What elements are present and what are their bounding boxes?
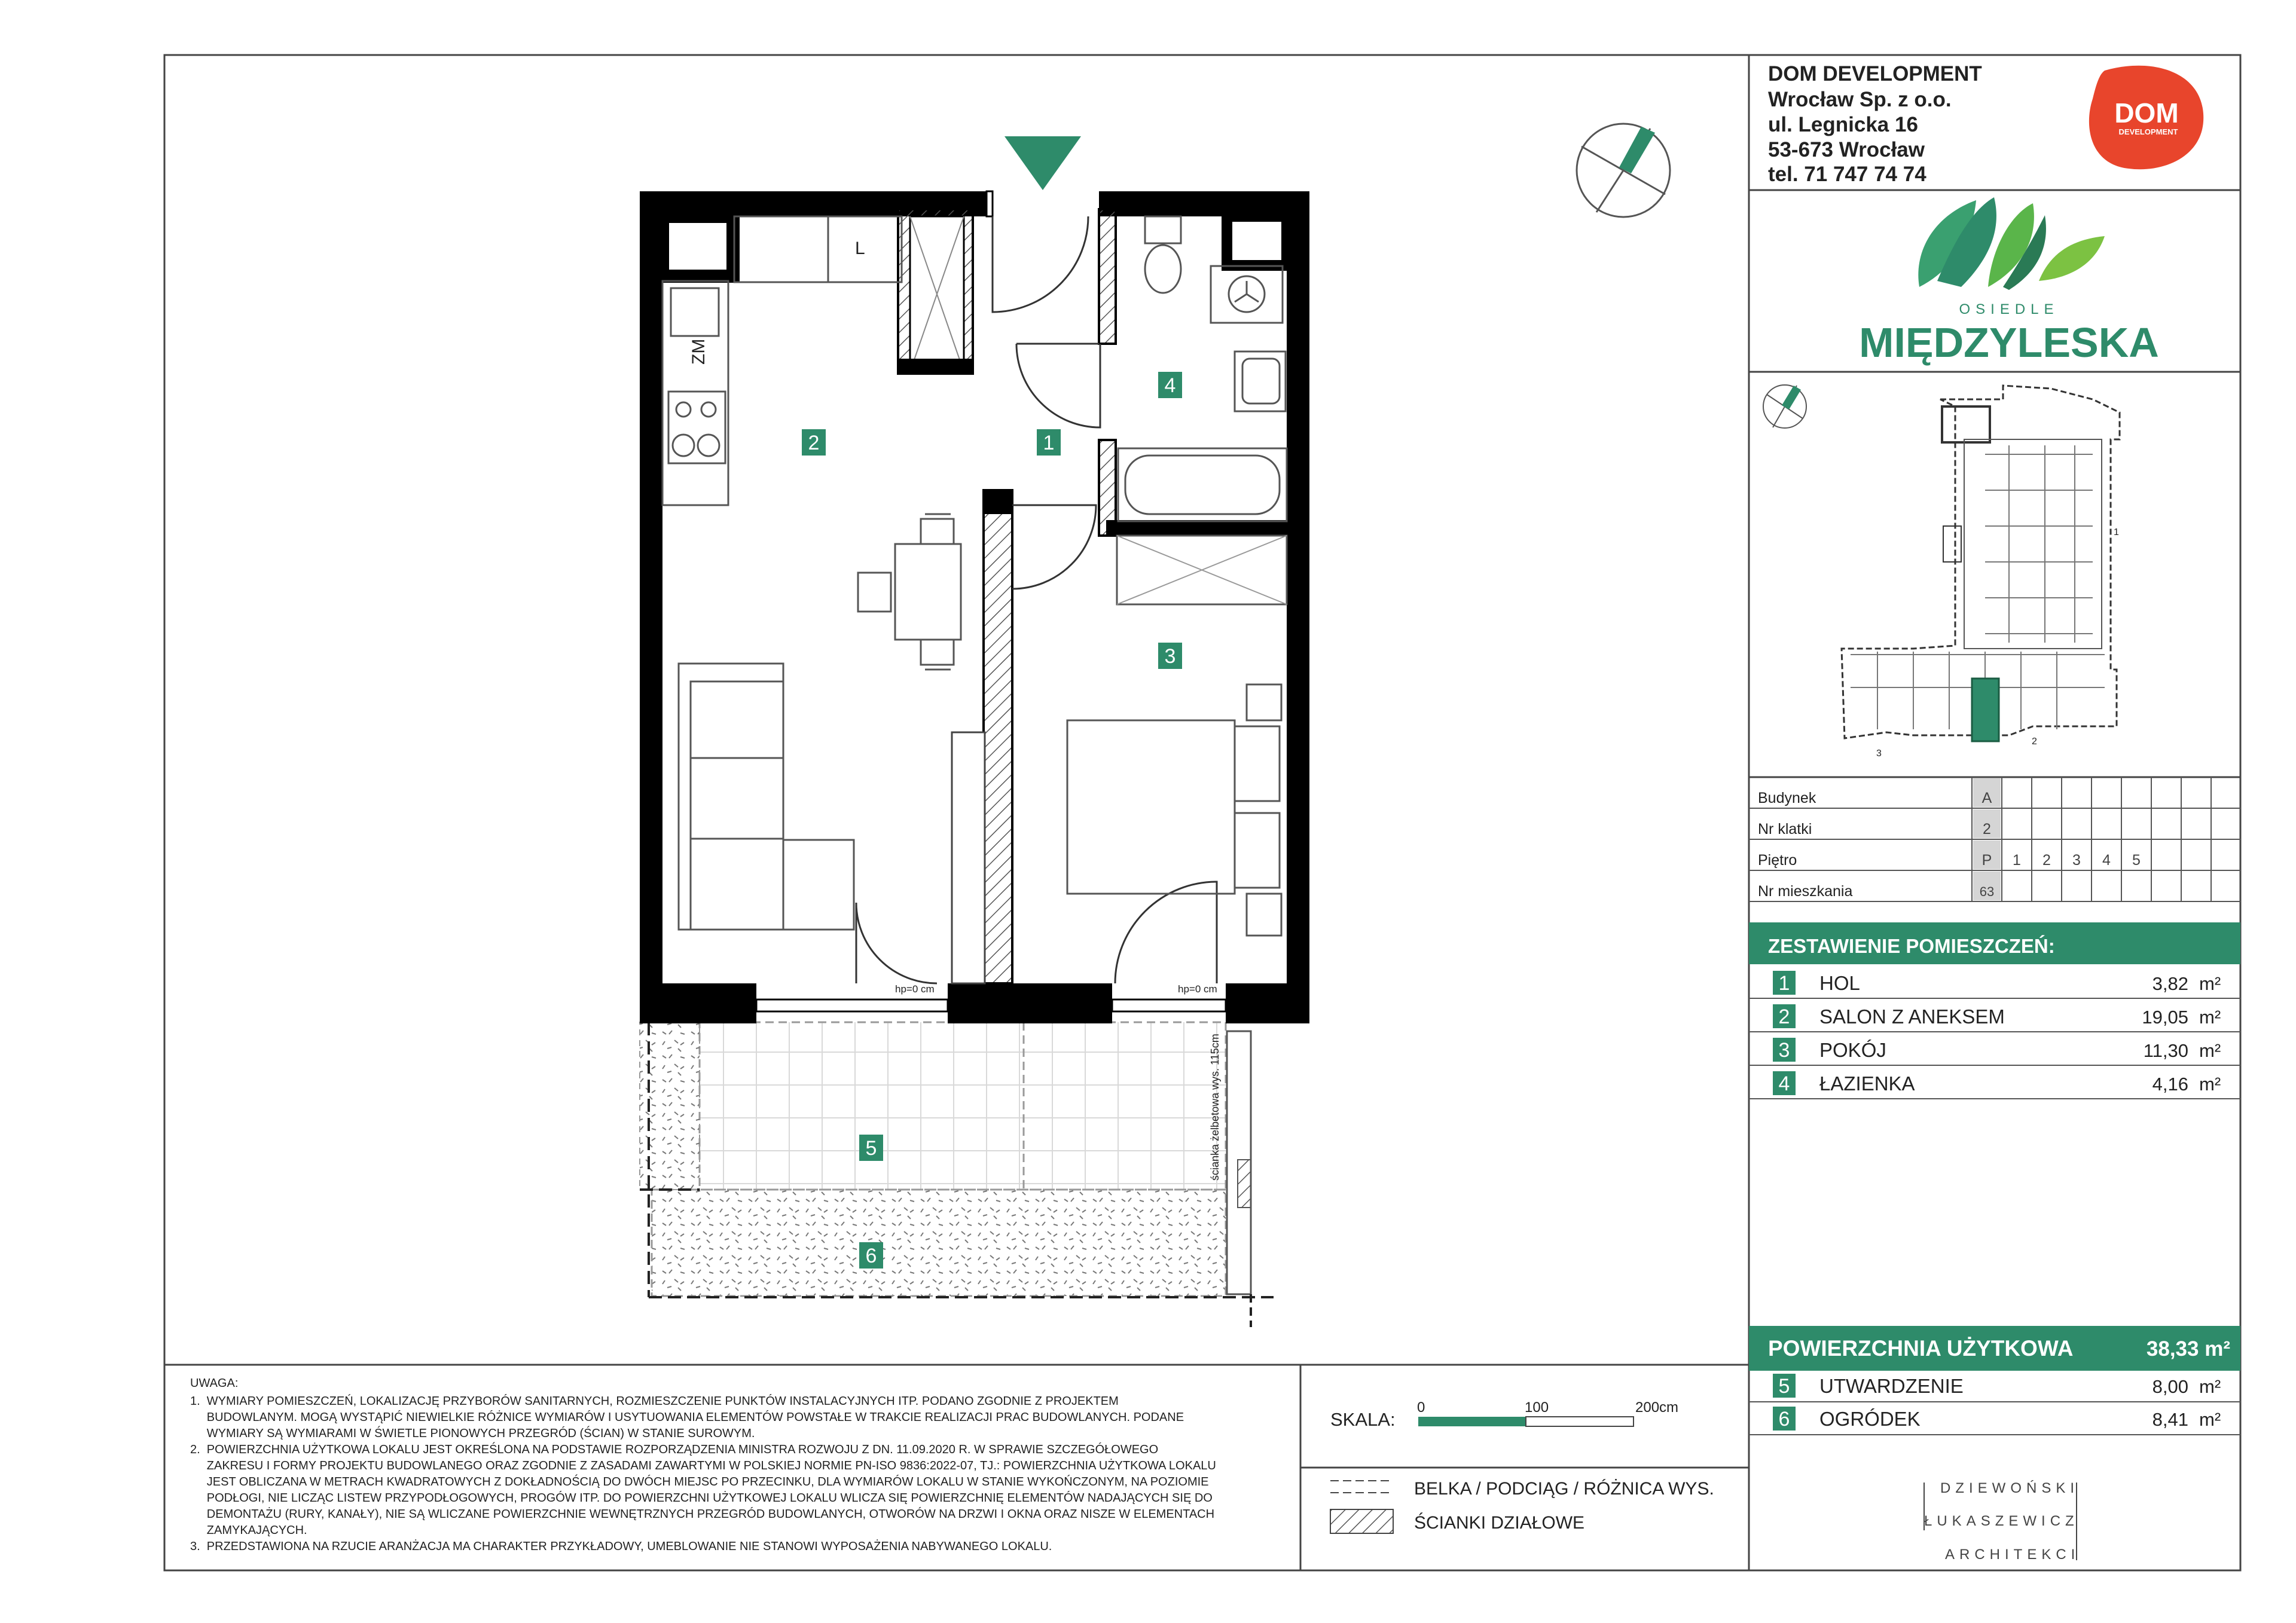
info-value-floor-4: 4: [2102, 852, 2111, 869]
info-label-mieszkanie: Nr mieszkania: [1758, 883, 1853, 900]
svg-text:DEVELOPMENT: DEVELOPMENT: [2118, 127, 2178, 136]
bed: [1067, 684, 1281, 936]
note-line-4: 2. POWIERZCHNIA UŻYTKOWA LOKALU JEST OKREŚLONA NA PODSTAWIE ROZPORZĄDZENIA MINISTRA ROZWOJU Z DN. 11.09.2020 R. W SPRAWIE SZCZEGÓŁOWEGO: [190, 1443, 1159, 1456]
room-badge-6: [859, 1242, 883, 1269]
svg-text:DZIEWOŃSKI: DZIEWOŃSKI: [1940, 1480, 2080, 1496]
project-name: MIĘDZYLESKA: [1859, 319, 2159, 366]
small-compass-icon: [1763, 385, 1806, 428]
company-phone: tel. 71 747 74 74: [1768, 163, 1926, 186]
scale-tick-200: 200cm: [1635, 1399, 1679, 1416]
info-value-floor-2: 2: [2042, 852, 2051, 869]
svg-text:5: 5: [865, 1137, 877, 1160]
info-value-budynek: A: [1981, 790, 1992, 806]
scale-tick-0: 0: [1417, 1399, 1425, 1416]
svg-text:4: 4: [1778, 1072, 1790, 1095]
note-line-3: WYMIARY SĄ WYMIARAMI W ŚWIETLE PIONOWYCH PRZEGRÓD (ŚCIAN) W STANIE SUROWYM.: [190, 1427, 755, 1440]
room-area-4: 4,16: [2152, 1074, 2188, 1095]
svg-text:1: 1: [1043, 432, 1055, 454]
terrace-area: [700, 1022, 1226, 1190]
room-unit-2: m²: [2199, 1007, 2221, 1028]
notes-heading: UWAGA:: [190, 1377, 239, 1390]
company-info: [1768, 62, 1982, 186]
threshold-label-1: hp=0 cm: [895, 983, 935, 995]
floor-plan: [640, 191, 1309, 1327]
svg-text:3: 3: [1164, 645, 1176, 668]
company-city: 53-673 Wrocław: [1768, 138, 1925, 161]
svg-text:1: 1: [1778, 972, 1790, 995]
company-branch: Wrocław Sp. z o.o.: [1768, 88, 1952, 111]
extras-list: [1749, 1374, 2240, 1435]
note-line-5: ZAKRESU I FORMY PROJEKTU BUDOWLANEGO ORAZ ZGODNIE Z ZASADAMI ZAWARTYMI W POLSKIEJ NORMIE PN-ISO 9836:2022-07, TJ.: POWIERZCHNIA UŻYTKOWA LOKALU: [190, 1459, 1216, 1472]
north-compass-icon: [1577, 124, 1670, 217]
info-value-pietro: P: [1981, 852, 1992, 869]
legend-hatch-swatch: [1330, 1509, 1393, 1533]
room-badge-4: [1158, 372, 1182, 398]
info-value-floor-3: 3: [2072, 852, 2081, 869]
room-unit-3: m²: [2199, 1040, 2221, 1061]
entrance-arrow-icon: [1004, 136, 1081, 190]
room-unit-1: m²: [2199, 973, 2221, 994]
room-name-3: POKÓJ: [1819, 1039, 1886, 1061]
rooms-title: ZESTAWIENIE POMIESZCZEŃ:: [1768, 935, 2055, 957]
legend: [1330, 1479, 1714, 1533]
sofa: [679, 664, 854, 930]
notes-block: [190, 1377, 1216, 1553]
extra-unit-2: m²: [2199, 1409, 2221, 1430]
room-area-2: 19,05: [2142, 1007, 2188, 1028]
room-name-2: SALON Z ANEKSEM: [1819, 1005, 2005, 1028]
room-badge-2: [802, 429, 826, 456]
info-label-klatka: Nr klatki: [1758, 821, 1812, 838]
room-name-1: HOL: [1819, 972, 1860, 994]
room-unit-4: m²: [2199, 1074, 2221, 1095]
svg-text:4: 4: [1164, 374, 1176, 397]
scale-tick-100: 100: [1525, 1399, 1549, 1416]
legend-beam-label: BELKA / PODCIĄG / RÓŻNICA WYS.: [1414, 1479, 1714, 1499]
svg-text:ŁUKASZEWICZ: ŁUKASZEWICZ: [1924, 1513, 2079, 1529]
extra-name-2: OGRÓDEK: [1819, 1408, 1921, 1430]
company-street: ul. Legnicka 16: [1768, 113, 1918, 136]
rooms-list: [1749, 971, 2240, 1099]
total-area-value: 38,33 m²: [2146, 1337, 2230, 1361]
info-value-floor-5: 5: [2132, 852, 2141, 869]
svg-text:3: 3: [1778, 1039, 1790, 1062]
svg-text:2: 2: [808, 432, 820, 454]
svg-text:6: 6: [1778, 1408, 1790, 1431]
total-area-label: POWIERZCHNIA UŻYTKOWA: [1768, 1336, 2074, 1361]
note-line-9: ZAMYKAJĄCYCH.: [190, 1524, 307, 1537]
dining-table: [858, 514, 961, 670]
company-name: DOM DEVELOPMENT: [1768, 62, 1982, 85]
room-area-1: 3,82: [2152, 973, 2188, 994]
plan-label-zm: ZM: [689, 338, 709, 365]
room-name-4: ŁAZIENKA: [1819, 1072, 1915, 1095]
info-value-klatka: 2: [1983, 821, 1991, 838]
extra-area-1: 8,00: [2152, 1376, 2188, 1397]
svg-text:ARCHITEKCI: ARCHITEKCI: [1945, 1546, 2080, 1563]
svg-text:3: 3: [1876, 748, 1882, 759]
svg-text:2: 2: [2032, 736, 2037, 747]
garden-area: [652, 1190, 1226, 1296]
note-line-8: DEMONTAŻU (RURY, KANAŁY), NIE SĄ WLICZANE POWIERZCHNIE WEWNĘTRZNYCH PRZEGRÓD BUDOWLANYCH, OTWORÓW NA DRZWI I OKNA ORAZ NISZE W ELEMENTACH: [190, 1508, 1215, 1521]
note-line-7: PODŁOGI, NIE LICZĄC LISTEW PRZYPODŁOGOWYCH, PROGÓW ITP. DO POWIERZCHNI UŻYTKOWEJ LOKALU WLICZA SIĘ POWIERZCHNIĘ ELEMENTÓW NADAJĄCYCH SIĘ DO: [190, 1491, 1213, 1505]
svg-text:6: 6: [865, 1245, 877, 1267]
info-label-budynek: Budynek: [1758, 790, 1816, 806]
project-prefix: OSIEDLE: [1959, 301, 2059, 317]
svg-text:DOM: DOM: [2114, 97, 2179, 129]
project-logo-icon: [1918, 197, 2105, 290]
room-badge-1: [1037, 429, 1061, 456]
extra-unit-1: m²: [2199, 1376, 2221, 1397]
threshold-label-2: hp=0 cm: [1178, 983, 1217, 995]
selected-apartment-marker: [1972, 678, 1999, 741]
room-badge-3: [1158, 643, 1182, 669]
partition-walls: [898, 209, 1287, 983]
room-badge-5: [859, 1135, 883, 1161]
note-line-6: JEST OBLICZANA W METRACH KWADRATOWYCH Z DOKŁADNOŚCIĄ DO DWÓCH MIEJSC PO PRZECINKU, DLA WYMIARÓW LOKALU W STANIE WYKOŃCZONYM, NA POZIOMIE: [190, 1475, 1209, 1488]
note-line-1: 1. WYMIARY POMIESZCZEŃ, LOKALIZACJĘ PRZYBORÓW SANITARNYCH, ROZMIESZCZENIE PUNKTÓW INSTALACYJNYCH ITP. PODANO ZGODNIE Z PROJEKTEM: [190, 1395, 1119, 1408]
info-label-pietro: Piętro: [1758, 852, 1797, 869]
scale-label: SKALA:: [1330, 1409, 1396, 1430]
extra-name-1: UTWARDZENIE: [1819, 1375, 1964, 1397]
plan-label-l: L: [855, 239, 865, 258]
room-area-3: 11,30: [2143, 1040, 2188, 1061]
note-line-2: BUDOWLANYM. MOGĄ WYSTĄPIĆ NIEWIELKIE RÓŻNICE WYMIARÓW I USYTUOWANIA ELEMENTÓW POWSTAŁE W TRAKCIE REALIZACJI PRAC BUDOWLANYCH. PODANE: [190, 1411, 1184, 1424]
svg-text:1: 1: [2114, 527, 2119, 537]
legend-partition-label: ŚCIANKI DZIAŁOWE: [1414, 1513, 1585, 1533]
extra-area-2: 8,41: [2152, 1409, 2188, 1430]
svg-text:5: 5: [1778, 1375, 1790, 1398]
note-line-10: 3. PRZEDSTAWIONA NA RZUCIE ARANŻACJA MA CHARAKTER PRZYKŁADOWY, UMEBLOWANIE NIE STANOWI WYPOSAŻENIA NABYWANEGO LOKALU.: [190, 1540, 1052, 1553]
info-value-mieszkanie: 63: [1979, 884, 1995, 899]
scale-bar: [1330, 1399, 1678, 1430]
svg-text:2: 2: [1778, 1005, 1790, 1028]
dom-development-logo: [2089, 66, 2203, 170]
architect-logo: [1924, 1480, 2080, 1563]
info-value-floor-1: 1: [2013, 852, 2021, 869]
wall-note: ścianka żelbetowa wys. 115cm: [1209, 1034, 1221, 1181]
